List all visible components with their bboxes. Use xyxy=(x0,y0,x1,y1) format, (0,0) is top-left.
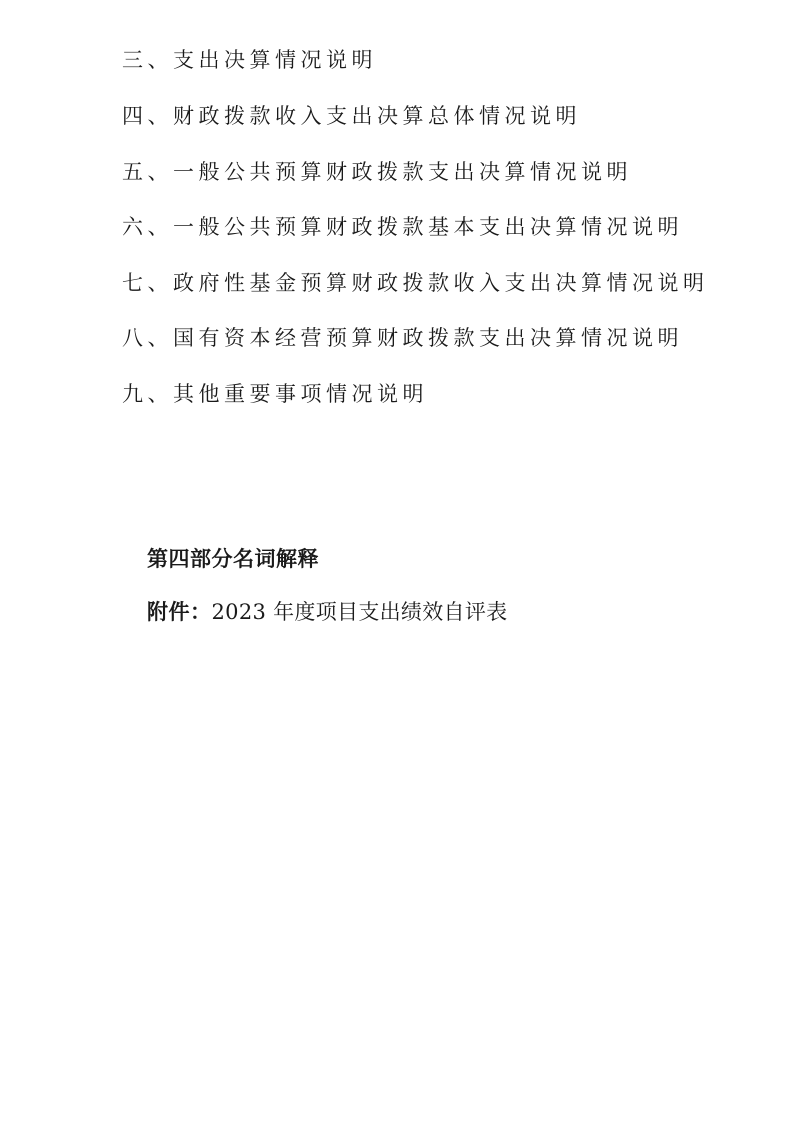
attachment-label: 附件： xyxy=(147,600,212,624)
toc-item-government-fund-budget: 七、政府性基金预算财政拨款收入支出决算情况说明 xyxy=(122,271,709,295)
attachment-title: 2023 年度项目支出绩效自评表 xyxy=(211,600,508,624)
toc-item-other-important-matters: 九、其他重要事项情况说明 xyxy=(122,382,428,406)
attachment-line xyxy=(147,598,507,626)
toc-item-general-public-budget-expenditure: 五、一般公共预算财政拨款支出决算情况说明 xyxy=(122,160,632,184)
toc-item-state-capital-budget: 八、国有资本经营预算财政拨款支出决算情况说明 xyxy=(122,326,683,350)
part-four-heading: 第四部分名词解释 xyxy=(147,547,319,571)
toc-item-fiscal-appropriation-overall: 四、财政拨款收入支出决算总体情况说明 xyxy=(122,104,581,128)
toc-item-general-public-budget-basic-expenditure: 六、一般公共预算财政拨款基本支出决算情况说明 xyxy=(122,215,683,239)
toc-item-expenditure-final-accounts: 三、支出决算情况说明 xyxy=(122,48,377,72)
